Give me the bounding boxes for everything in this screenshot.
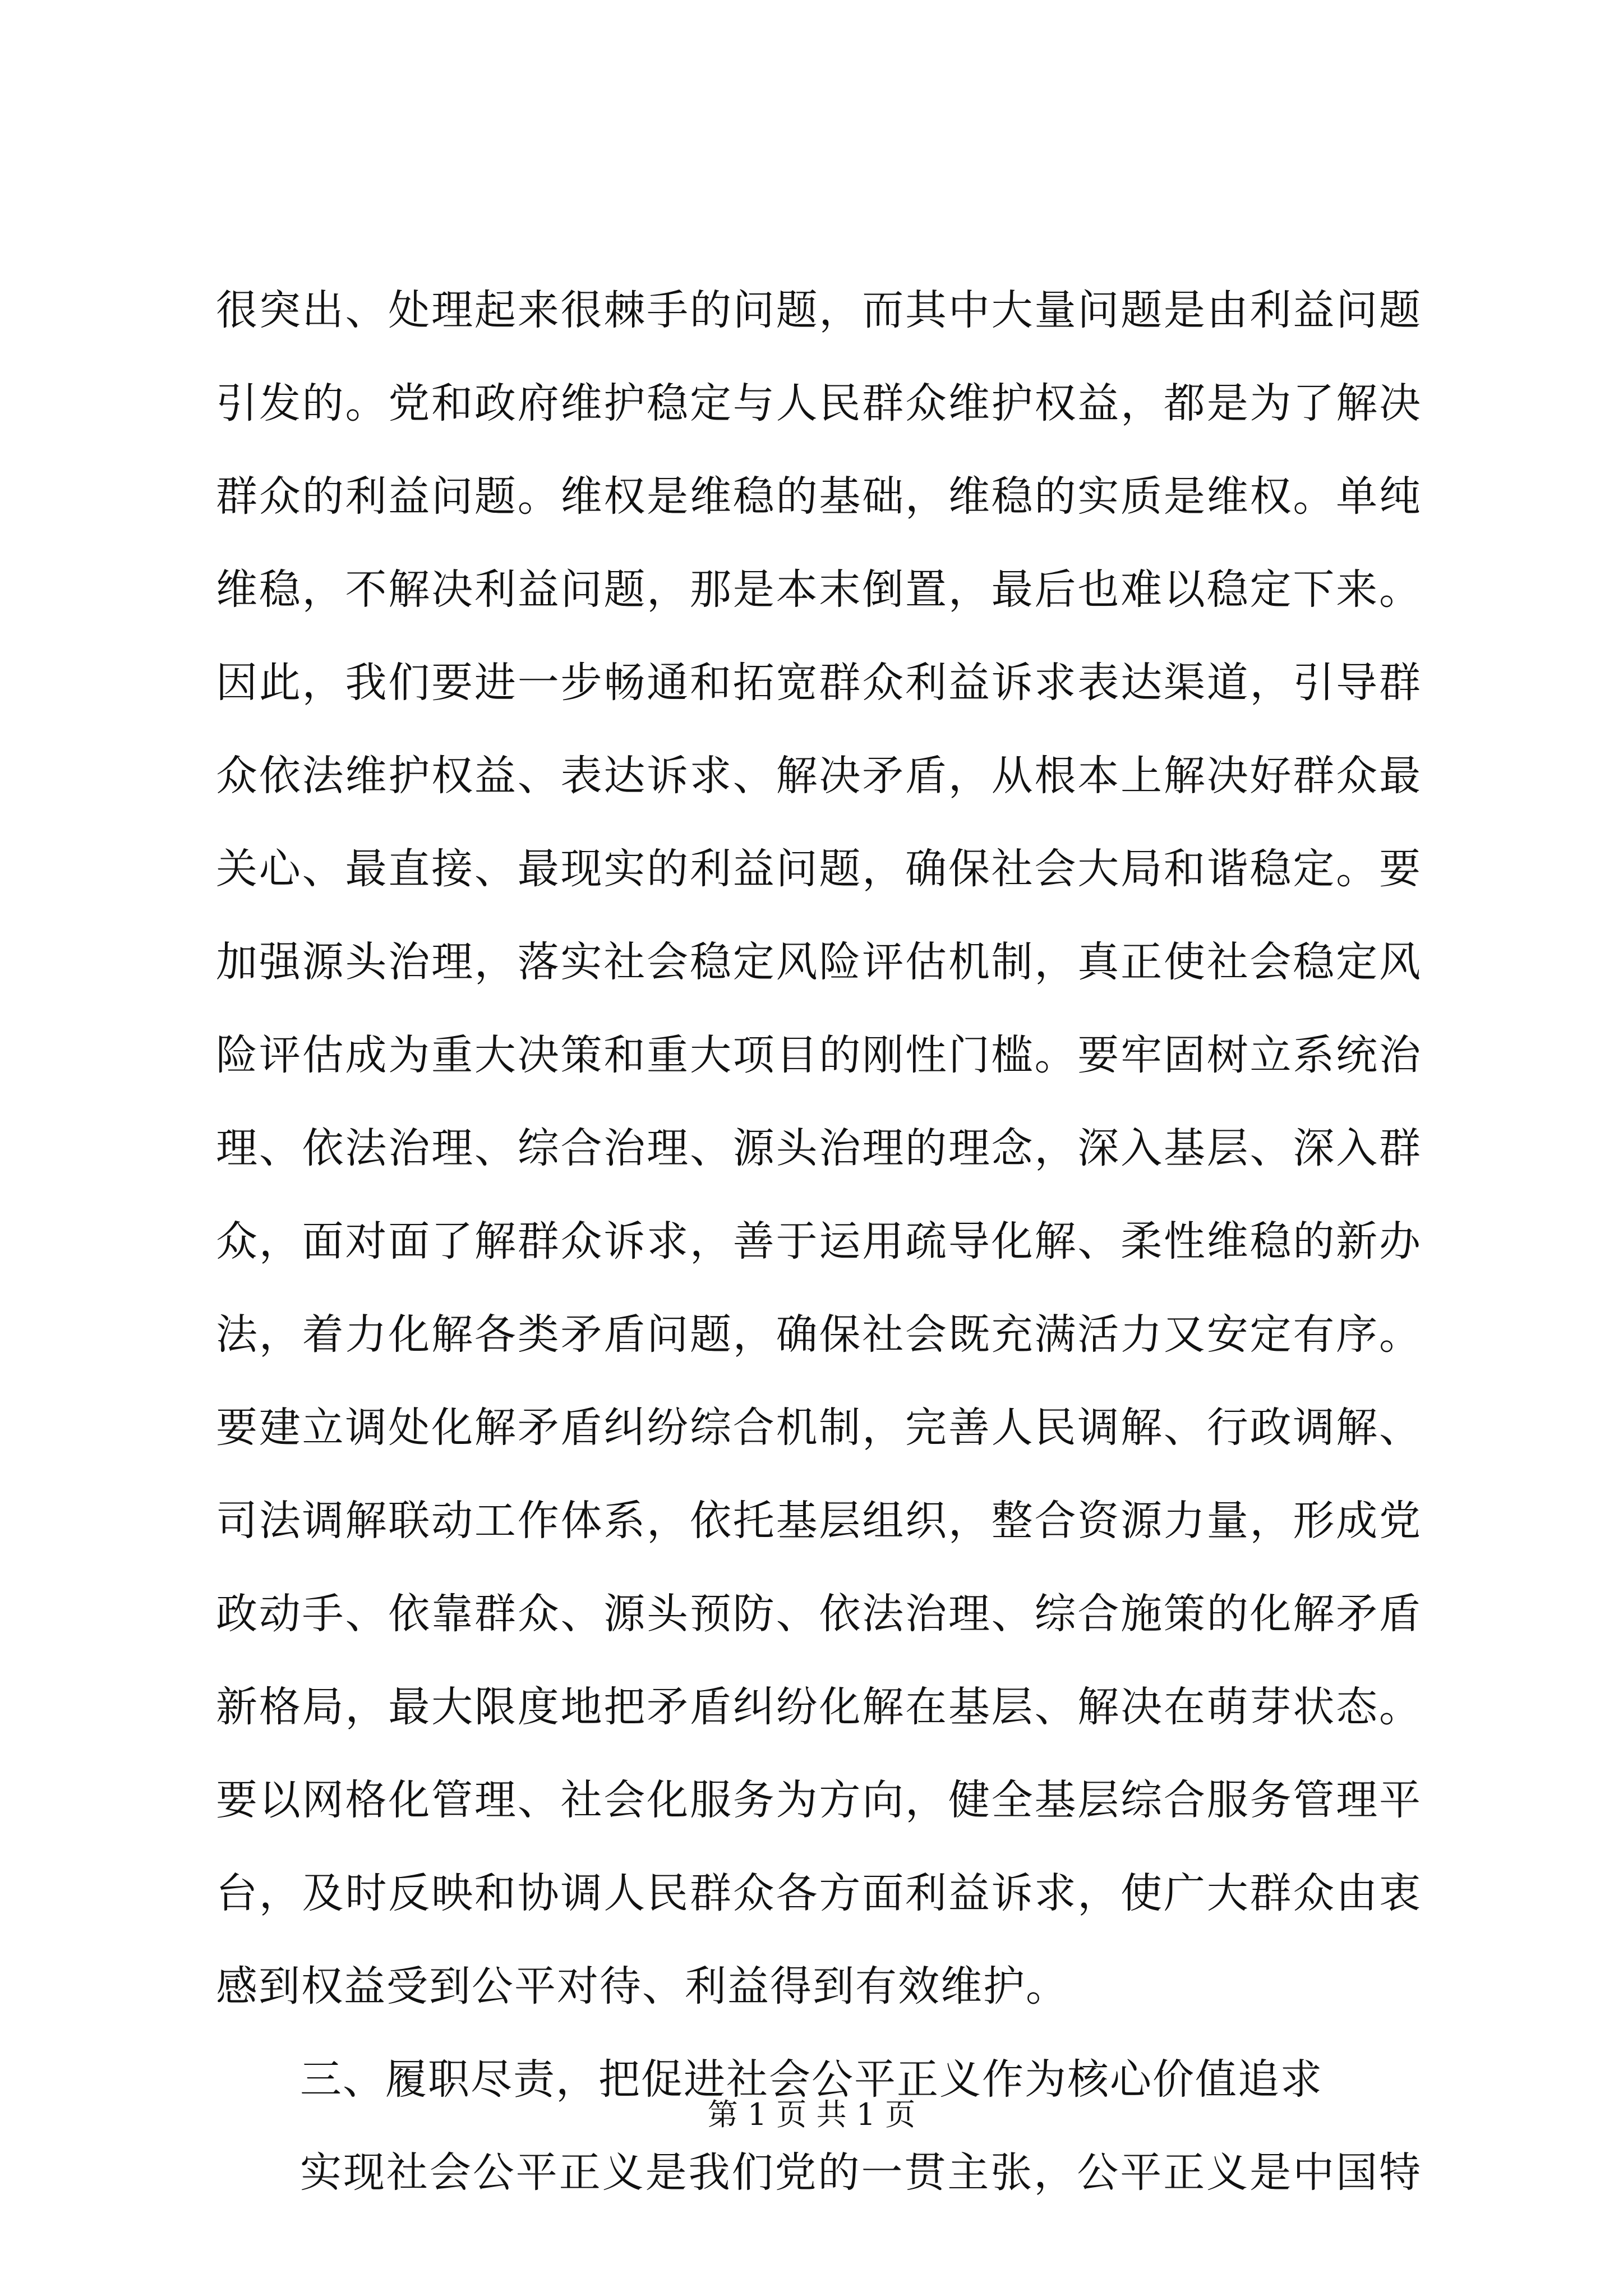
paragraph-line: 维稳，不解决利益问题，那是本末倒置，最后也难以稳定下来。 [216, 565, 1422, 614]
paragraph-line: 台，及时反映和协调人民群众各方面利益诉求，使广大群众由衷 [216, 1869, 1422, 1917]
paragraph-line: 因此，我们要进一步畅通和拓宽群众利益诉求表达渠道，引导群 [216, 659, 1422, 707]
paragraph-line: 众依法维护权益、表达诉求、解决矛盾，从根本上解决好群众最 [216, 752, 1422, 800]
paragraph-line: 险评估成为重大决策和重大项目的刚性门槛。要牢固树立系统治 [216, 1031, 1422, 1079]
body-text [216, 264, 1422, 2219]
page-footer: 第 1 页 共 1 页 [707, 2097, 916, 2132]
paragraph-line: 很突出、处理起来很棘手的问题，而其中大量问题是由利益问题 [216, 286, 1422, 334]
paragraph-line: 法，着力化解各类矛盾问题，确保社会既充满活力又安定有序。 [216, 1310, 1422, 1359]
paragraph-line: 新格局，最大限度地把矛盾纠纷化解在基层、解决在萌芽状态。 [216, 1683, 1422, 1731]
paragraph-line: 司法调解联动工作体系，依托基层组织，整合资源力量，形成党 [216, 1497, 1422, 1545]
paragraph-line: 群众的利益问题。维权是维稳的基础，维稳的实质是维权。单纯 [216, 472, 1422, 521]
paragraph-line: 感到权益受到公平对待、利益得到有效维护。 [216, 1962, 1068, 2010]
paragraph-line: 政动手、依靠群众、源头预防、依法治理、综合施策的化解矛盾 [216, 1590, 1422, 1638]
section-heading: 三、履职尽责，把促进社会公平正义作为核心价值追求 [300, 2055, 1323, 2104]
paragraph-line: 引发的。党和政府维护稳定与人民群众维护权益，都是为了解决 [216, 379, 1422, 427]
paragraph-line: 关心、最直接、最现实的利益问题，确保社会大局和谐稳定。要 [216, 845, 1422, 893]
paragraph-line: 众，面对面了解群众诉求，善于运用疏导化解、柔性维稳的新办 [216, 1217, 1422, 1266]
paragraph-line: 要建立调处化解矛盾纠纷综合机制，完善人民调解、行政调解、 [216, 1404, 1422, 1452]
paragraph-line: 加强源头治理，落实社会稳定风险评估机制，真正使社会稳定风 [216, 938, 1422, 986]
paragraph-line: 要以网格化管理、社会化服务为方向，健全基层综合服务管理平 [216, 1776, 1422, 1824]
paragraph-line: 实现社会公平正义是我们党的一贯主张，公平正义是中国特 [300, 2148, 1422, 2197]
paragraph-line: 理、依法治理、综合治理、源头治理的理念，深入基层、深入群 [216, 1124, 1422, 1172]
